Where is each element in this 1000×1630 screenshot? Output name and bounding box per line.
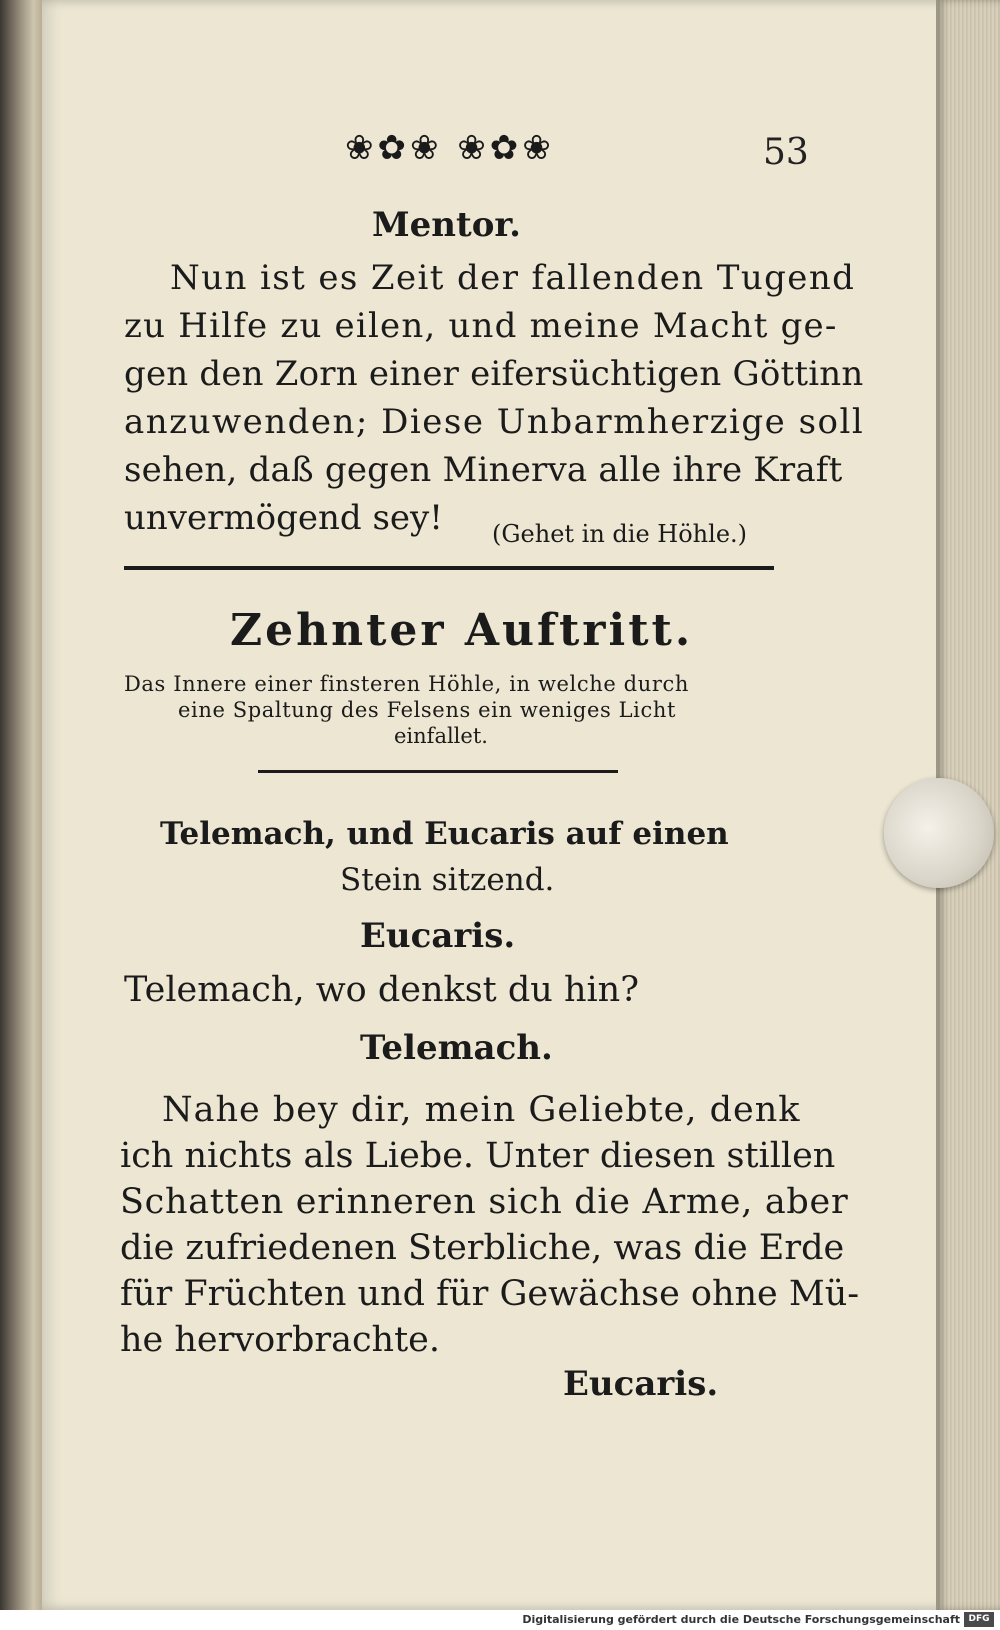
speaker-eucaris: Eucaris. <box>360 916 516 956</box>
scene-description-line: einfallet. <box>394 724 488 748</box>
catchword: Eucaris. <box>563 1364 719 1404</box>
scene-title: Zehnter Auftritt. <box>230 605 694 656</box>
footer-bar <box>0 1610 1000 1630</box>
text-line: Telemach, wo denkst du hin? <box>124 970 639 1010</box>
text-line: anzuwenden; Diese Unbarmherzige soll <box>124 402 865 442</box>
text-line: ich nichts als Liebe. Unter diesen stillen <box>120 1136 836 1176</box>
text-line: unvermögend sey! <box>124 498 443 538</box>
text-line: Schatten erinneren sich die Arme, aber <box>120 1182 849 1222</box>
characters-line: Stein sitzend. <box>340 862 555 898</box>
text-line: Nun ist es Zeit der fallenden Tugend <box>170 258 856 298</box>
header-ornament: ❀✿❀ ❀✿❀ <box>345 128 555 168</box>
speaker-telemach: Telemach. <box>360 1028 553 1068</box>
scene-description-line: eine Spaltung des Felsens ein weniges Licht <box>178 698 677 722</box>
text-line: he hervorbrachte. <box>120 1320 440 1360</box>
book-left-edge <box>0 0 42 1630</box>
page-header <box>345 128 905 168</box>
text-line: Nahe bey dir, mein Geliebte, denk <box>162 1090 801 1130</box>
text-line: die zufriedenen Sterbliche, was die Erde <box>120 1228 845 1268</box>
scene-description-line: Das Innere einer finsteren Höhle, in welche durch <box>124 672 689 696</box>
footer-credit: Digitalisierung gefördert durch die Deutsche Forschungsgemeinschaft <box>522 1613 960 1626</box>
page-number: 53 <box>763 132 809 173</box>
characters-line: Telemach, und Eucaris auf einen <box>160 816 729 852</box>
dfg-logo: DFG <box>964 1612 994 1627</box>
divider-rule <box>258 770 618 773</box>
text-line: sehen, daß gegen Minerva alle ihre Kraft <box>124 450 843 490</box>
text-line: gen den Zorn einer eifersüchtigen Göttinn <box>124 354 864 394</box>
text-line: für Früchten und für Gewächse ohne Mü- <box>120 1274 860 1314</box>
stage-direction: (Gehet in die Höhle.) <box>492 520 748 548</box>
divider-rule <box>124 566 774 570</box>
page-clip-tab <box>884 778 994 888</box>
text-line: zu Hilfe zu eilen, und meine Macht ge- <box>124 306 838 346</box>
speaker-mentor: Mentor. <box>372 205 521 245</box>
